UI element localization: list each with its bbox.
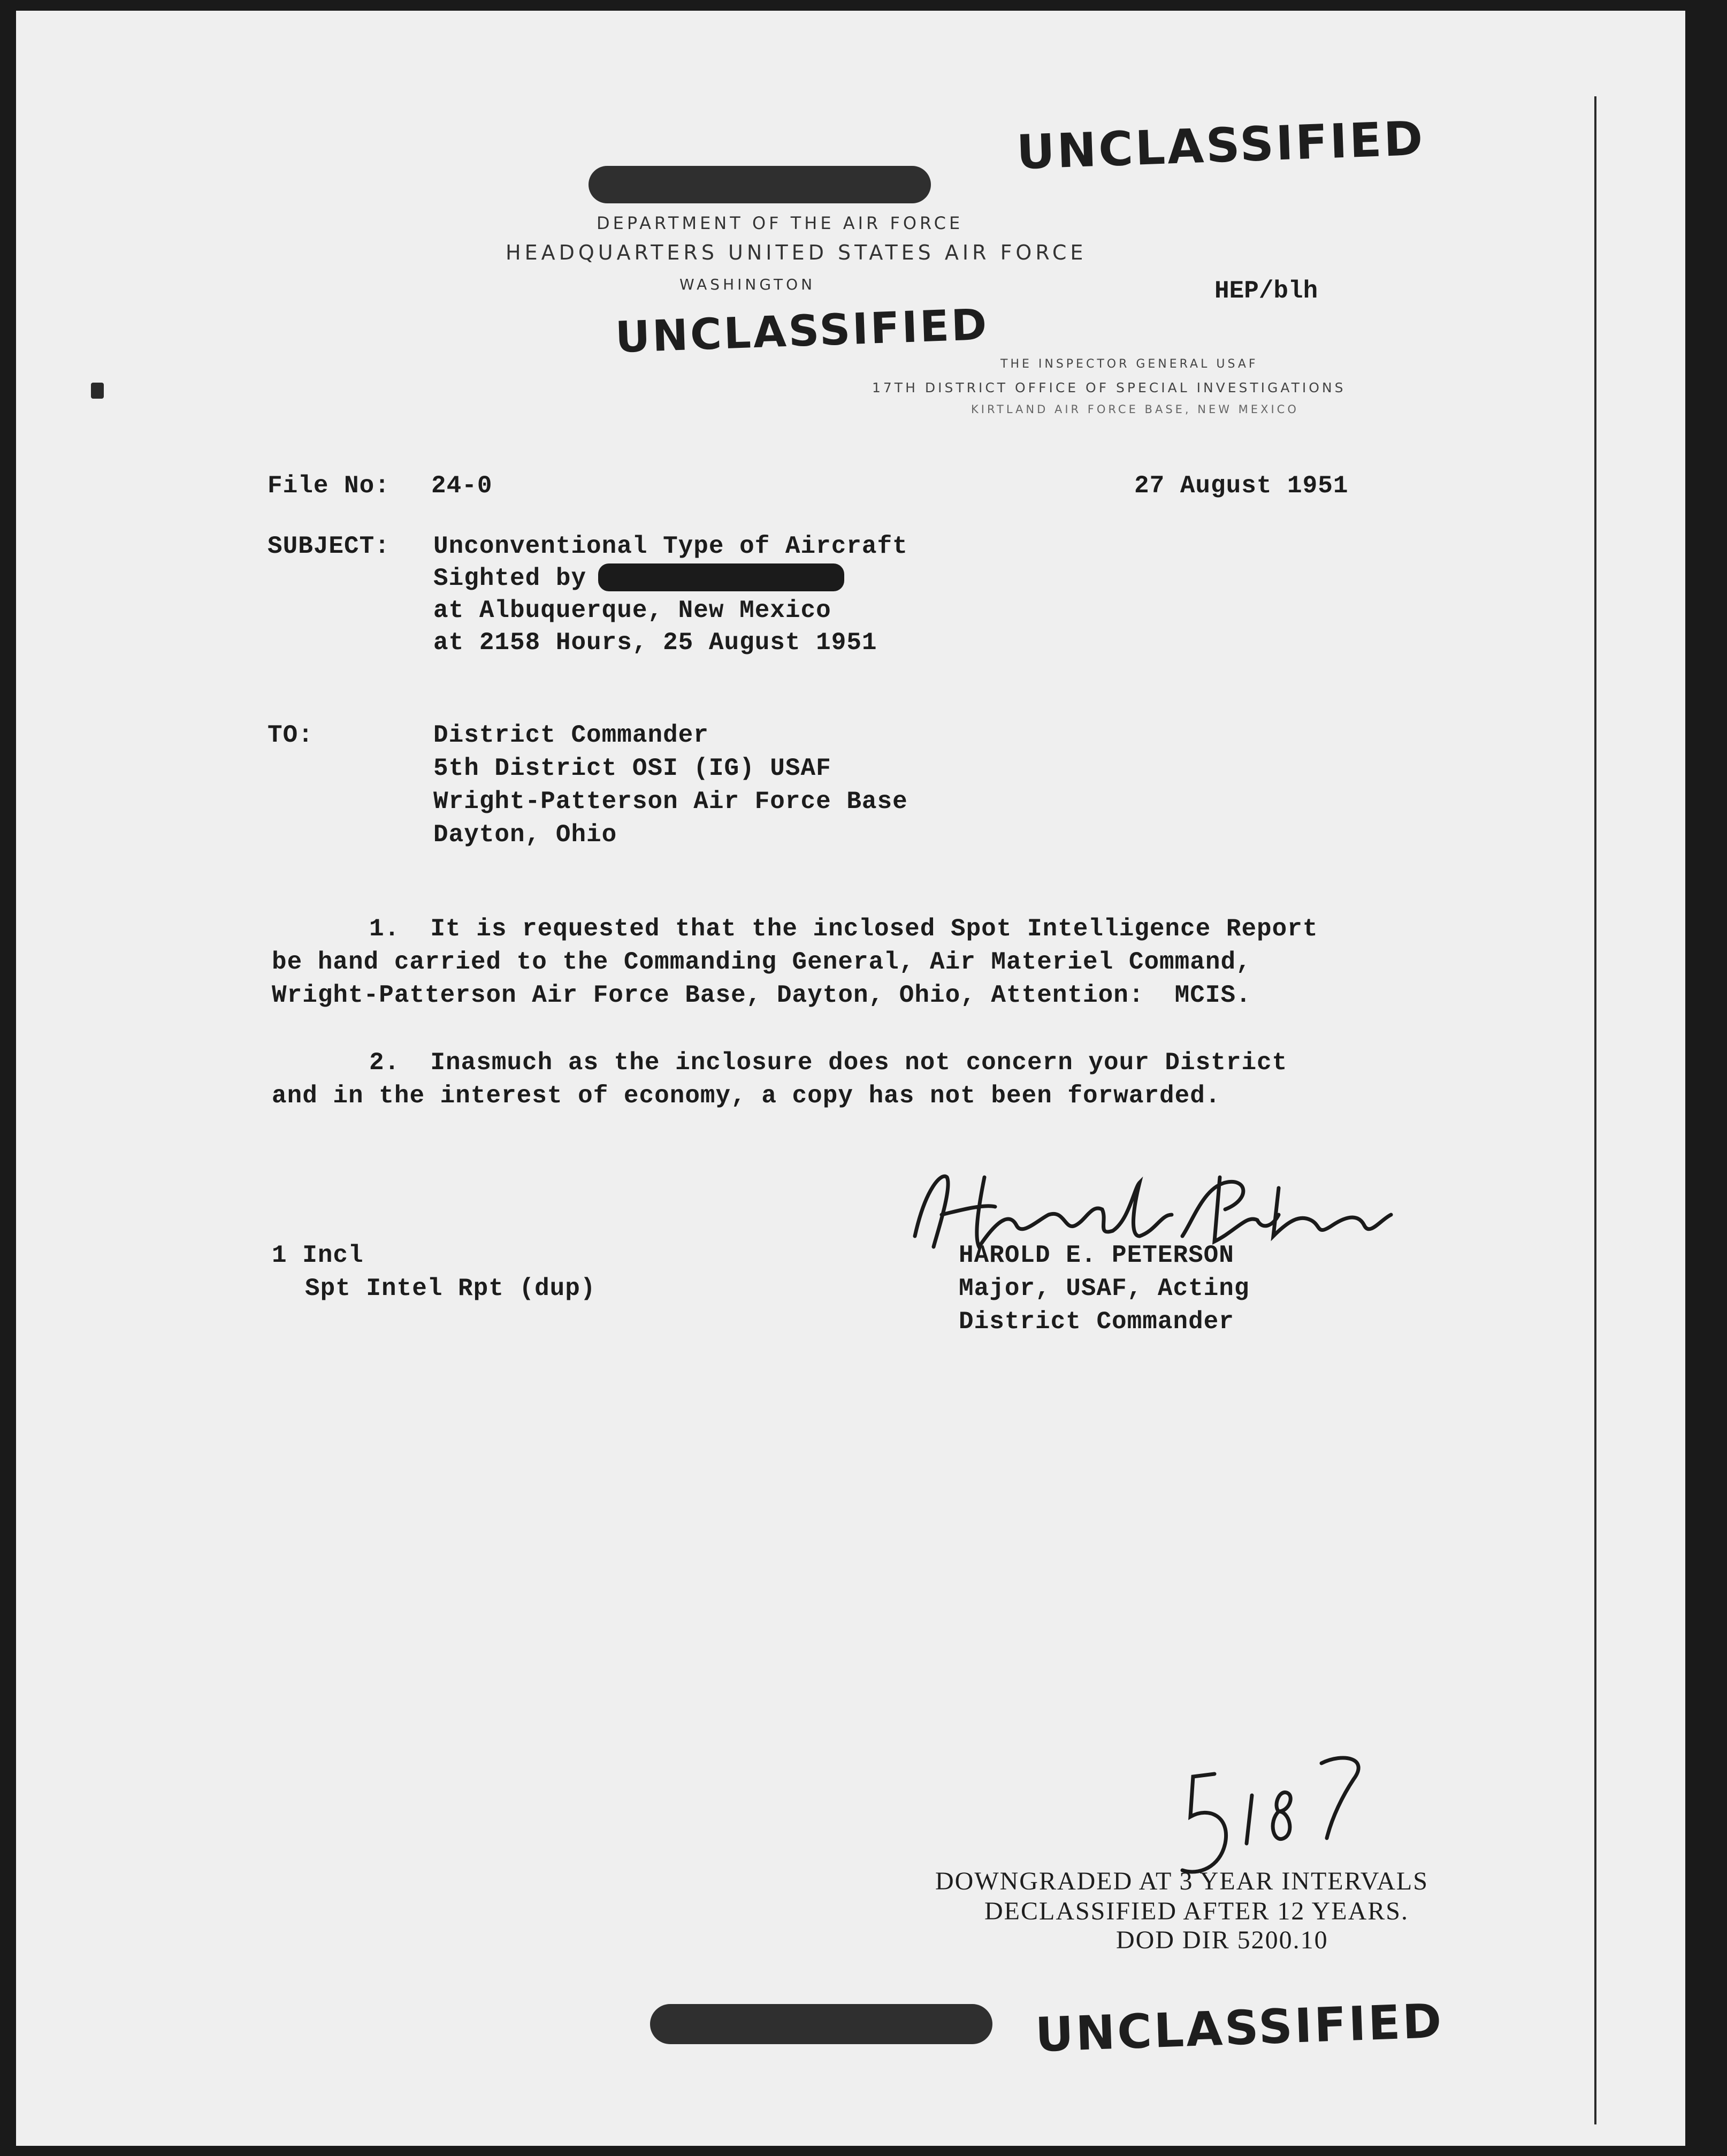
office-line-3: KIRTLAND AIR FORCE BASE, NEW MEXICO	[971, 403, 1299, 416]
subject-line-1: Unconventional Type of Aircraft	[433, 532, 908, 560]
downgrade-line-2: DECLASSIFIED AFTER 12 YEARS.	[984, 1897, 1409, 1925]
headquarters-name: HEADQUARTERS UNITED STATES AIR FORCE	[506, 241, 1087, 264]
to-label: TO:	[268, 721, 314, 749]
subject-line-3: at Albuquerque, New Mexico	[433, 597, 831, 624]
file-number-label: File No:	[268, 472, 390, 500]
downgrade-line-3: DOD DIR 5200.10	[1116, 1926, 1328, 1954]
recipient-line-2: 5th District OSI (IG) USAF	[433, 755, 831, 782]
film-speck	[91, 383, 104, 399]
paragraph-2-line-2: and in the interest of economy, a copy has not been forwarded.	[272, 1082, 1221, 1110]
page-edge-line	[1594, 96, 1596, 2124]
paragraph-1-line-3: Wright-Patterson Air Force Base, Dayton, Ohio, Attention: MCIS.	[272, 981, 1251, 1009]
unclassified-stamp-bottom: UNCLASSIFIED	[1034, 1993, 1445, 2063]
redacted-classification-marking	[589, 166, 931, 203]
memo-date: 27 August 1951	[1134, 472, 1349, 500]
headquarters-location: WASHINGTON	[679, 276, 816, 293]
unclassified-stamp-top: UNCLASSIFIED	[1015, 110, 1426, 180]
subject-line-4: at 2158 Hours, 25 August 1951	[433, 629, 877, 657]
unclassified-stamp-middle: UNCLASSIFIED	[614, 299, 990, 363]
signatory-rank: Major, USAF, Acting	[959, 1275, 1250, 1302]
office-line-2: 17TH DISTRICT OFFICE OF SPECIAL INVESTIGATIONS	[872, 380, 1346, 395]
paragraph-1-line-1: 1. It is requested that the inclosed Spot Intelligence Report	[369, 915, 1318, 943]
redacted-classification-marking-bottom	[650, 2004, 992, 2044]
subject-line-2: Sighted by	[433, 565, 587, 592]
paragraph-1-line-2: be hand carried to the Commanding General, Air Materiel Command,	[272, 948, 1251, 976]
signatory-title: District Commander	[959, 1308, 1234, 1336]
recipient-line-1: District Commander	[433, 721, 709, 749]
file-number: 24-0	[431, 472, 493, 500]
signatory-name: HAROLD E. PETERSON	[959, 1241, 1234, 1269]
enclosure-count: 1 Incl	[272, 1241, 364, 1269]
office-line-1: THE INSPECTOR GENERAL USAF	[1000, 357, 1258, 371]
recipient-line-3: Wright-Patterson Air Force Base	[433, 788, 908, 816]
department-name: DEPARTMENT OF THE AIR FORCE	[597, 213, 964, 233]
reference-code: HEP/blh	[1214, 277, 1318, 305]
downgrade-line-1: DOWNGRADED AT 3 YEAR INTERVALS	[935, 1867, 1428, 1895]
redaction-bar	[598, 563, 844, 591]
document-page	[16, 11, 1685, 2146]
subject-label: SUBJECT:	[268, 532, 390, 560]
recipient-line-4: Dayton, Ohio	[433, 821, 617, 849]
enclosure-description: Spt Intel Rpt (dup)	[305, 1275, 596, 1302]
paragraph-2-line-1: 2. Inasmuch as the inclosure does not concern your District	[369, 1049, 1288, 1077]
